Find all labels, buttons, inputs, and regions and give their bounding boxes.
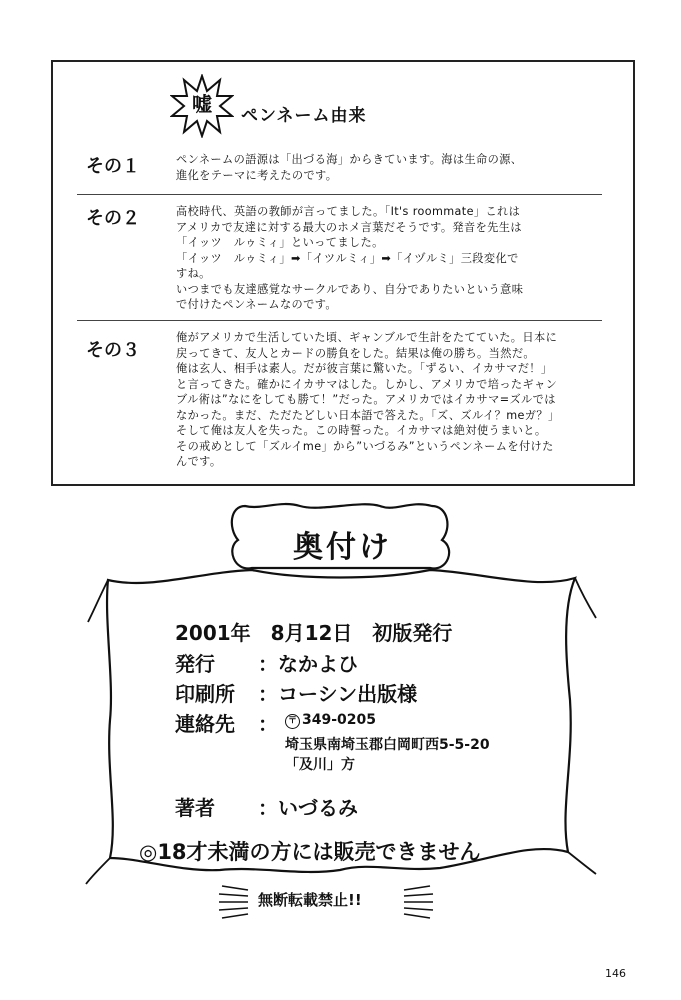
- section-3-line: 戻ってきて、友人とカードの勝負をした。結果は俺の勝ち。当然だ。: [176, 346, 535, 360]
- age-restriction-notice: ◎18才未満の方には販売できません: [139, 840, 481, 864]
- section-1-line: ペンネームの語源は「出づる海」からきています。海は生命の源、: [176, 153, 523, 166]
- postal-line: [285, 712, 376, 729]
- section-3-line: んです。: [176, 455, 222, 468]
- author-value: ：いづるみ: [258, 796, 358, 820]
- section-2-line: 高校時代、英語の教師が言ってました。「It's roommate」これは: [176, 205, 521, 218]
- no-reprint-notice: 無断転載禁止!!: [258, 891, 362, 909]
- publisher-label: 発行: [175, 652, 215, 676]
- printer-value: ：コーシン出版様: [258, 682, 418, 706]
- section-1-line: 進化をテーマに考えたのです。: [176, 168, 338, 182]
- postal-code: 349-0205: [302, 712, 376, 728]
- page-number: 146: [605, 967, 626, 980]
- section-2-line: すね。: [176, 267, 211, 280]
- section-2-line: 「イッツ ルゥミィ」といってました。: [176, 236, 384, 249]
- publisher-value: ：なかよひ: [258, 652, 358, 676]
- section-3-line: 俺がアメリカで生活していた頃、ギャンブルで生計をたてていた。日本に: [176, 331, 558, 344]
- badge-text: 嘘: [192, 92, 212, 116]
- colophon-title: 奥付け: [293, 530, 392, 565]
- section-2-line: いつまでも友達感覚なサークルであり、自分でありたいという意味: [176, 282, 524, 296]
- section-3-line: なかった。まだ、ただたどしい日本語で答えた。「ズ、ズルイ？meガ？」: [176, 408, 560, 422]
- postal-mark-icon: 〒: [285, 714, 300, 729]
- section-1-label: その１: [86, 156, 140, 177]
- section-2-line: で付けたペンネームなのです。: [176, 298, 337, 311]
- printer-label: 印刷所: [175, 682, 235, 706]
- section-3-line: その戒めとして「ズルイme」から”いづるみ”というペンネームを付けた: [176, 439, 554, 453]
- section-3-line: ブル術は”なにをしても勝て！”だった。アメリカではイカサマ=ズルでは: [176, 393, 556, 406]
- box-heading: ペンネーム由来: [241, 106, 367, 126]
- section-3-line: と言ってきた。確かにイカサマはした。しかし、アメリカで培ったギャン: [176, 377, 558, 391]
- section-3-line: 俺は玄人、相手は素人。だが彼言葉に驚いた。「ずるい、イカサマだ！」: [176, 362, 553, 375]
- section-3-label: その３: [86, 340, 140, 361]
- care-of: 「及川」方: [285, 757, 355, 773]
- section-3-line: そして俺は友人を失った。この時誓った。イカサマは絶対使うまいと。: [176, 424, 547, 437]
- section-2-label: その２: [86, 208, 140, 229]
- section-2-line: アメリカで友達に対する最大のホメ言葉だそうです。発音を先生は: [176, 220, 522, 234]
- publication-date: 2001年 8月12日 初版発行: [175, 621, 453, 645]
- section-2-line: 「イッツ ルゥミィ」➡「イツルミィ」➡「イヅルミ」三段変化で: [176, 251, 519, 265]
- contact-colon: ：: [258, 712, 278, 736]
- author-label: 著者: [175, 796, 215, 820]
- contact-label: 連絡先: [175, 712, 235, 736]
- address: 埼玉県南埼玉郡白岡町西5-5-20: [285, 737, 490, 753]
